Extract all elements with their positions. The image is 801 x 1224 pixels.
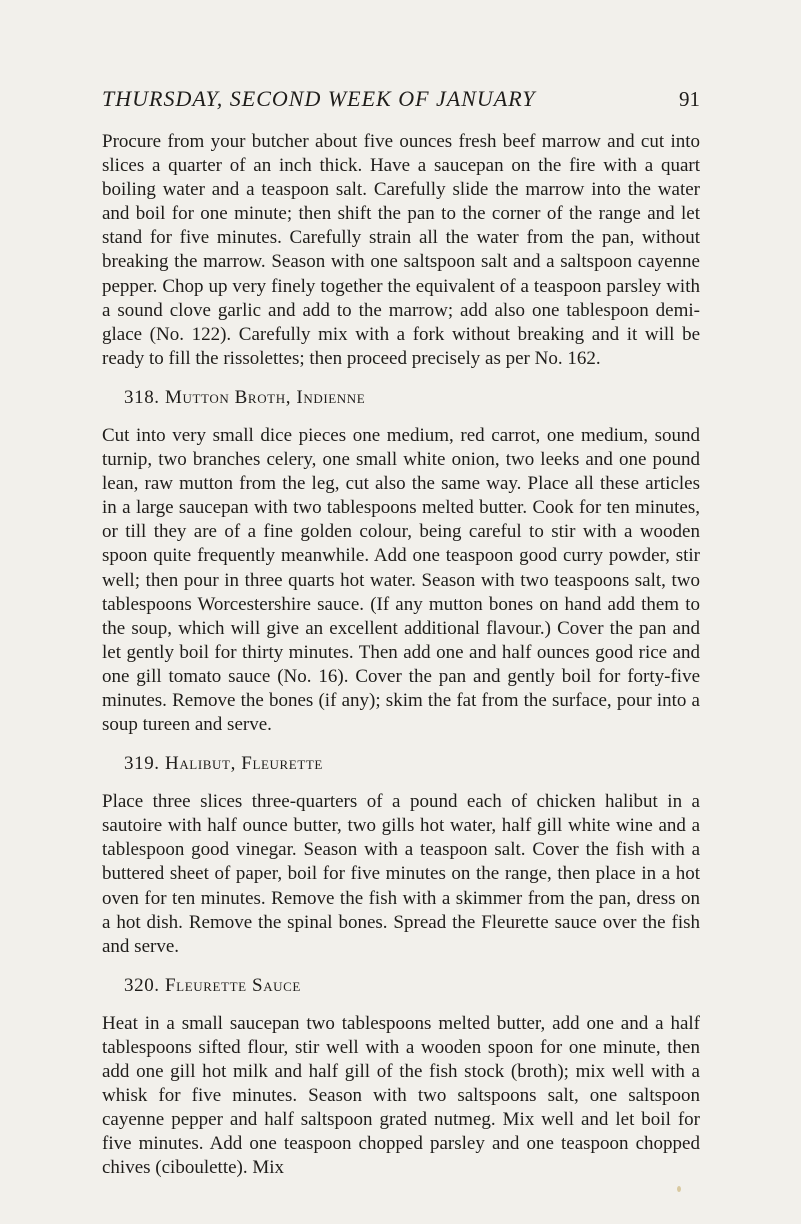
recipe-heading: 318. Mutton Broth, Indienne	[124, 386, 366, 408]
paper-speck	[677, 1186, 681, 1192]
running-title: THURSDAY, SECOND WEEK OF JANUARY	[102, 86, 536, 111]
recipe-paragraph: Cut into very small dice pieces one medium, red carrot, one medium, sound turnip, two branches celery, one small white onion, two leeks and one pound lean, raw mutton from the leg, cut also the same way. Place all these articles in a large saucepan with two tablespoons melted butter. Cook for ten minutes, or till they are of a fine golden colour, being careful to stir with a wooden spoon quite frequently meanwhile. Add one teaspoon good curry powder, stir well; then pour in three quarts hot water. Season with two teaspoons salt, two tablespoons Worcestershire sauce. (If any mutton bones on hand add them to the soup, which will give an excellent additional flavour.) Cover the pan and let gently boil for thirty minutes. Then add one and half ounces good rice and one gill tomato sauce (No. 16). Cover the pan and gently boil for forty-five minutes. Remove the bones (if any); skim the fat from the surface, pour into a soup tureen and serve.	[102, 424, 700, 736]
recipe-heading: 319. Halibut, Fleurette	[124, 753, 323, 775]
recipe-paragraph: Place three slices three-quarters of a pound each of chicken halibut in a sautoire with half ounce butter, two gills hot water, half gill white wine and a tablespoon good vinegar. Season with a teaspoon salt. Cover the fish with a buttered sheet of paper, boil for five minutes on the range, then place in a hot oven for ten minutes. Remove the fish with a skimmer from the pan, dress on a hot dish. Remove the spinal bones. Spread the Fleurette sauce over the fish and serve.	[102, 791, 700, 957]
running-head	[102, 86, 700, 126]
intro-paragraph: Procure from your butcher about five ounces fresh beef marrow and cut into slices a quarter of an inch thick. Have a saucepan on the fire with a quart boiling water and a teaspoon salt. Carefully slide the marrow into the water and boil for one minute; then shift the pan to the corner of the range and let stand for five minutes. Carefully strain all the water from the pan, without breaking the marrow. Season with one saltspoon salt and a saltspoon cayenne pepper. Chop up very finely together the equivalent of a teaspoon parsley with a sound clove garlic and add to the marrow; add also one tablespoon demi-glace (No. 122). Carefully mix with a fork without breaking and it will be ready to fill the rissolettes; then proceed precisely as per No. 162.	[102, 131, 700, 369]
recipe-paragraph: Heat in a small saucepan two tablespoons melted butter, add one and a half tablespoons sifted flour, stir well with a wooden spoon for one minute, then add one gill hot milk and half gill of the fish stock (broth); mix well with a whisk for five minutes. Season with two saltspoons salt, one saltspoon cayenne pepper and half saltspoon grated nutmeg. Mix well and let boil for five minutes. Add one teaspoon chopped parsley and one teaspoon chopped chives (ciboulette). Mix	[102, 1012, 700, 1179]
recipe-heading: 320. Fleurette Sauce	[124, 974, 301, 996]
recipe-320	[102, 974, 700, 1181]
recipe-318	[102, 386, 700, 737]
book-page	[102, 86, 700, 1180]
recipe-319	[102, 752, 700, 959]
page-number: 91	[679, 87, 700, 111]
